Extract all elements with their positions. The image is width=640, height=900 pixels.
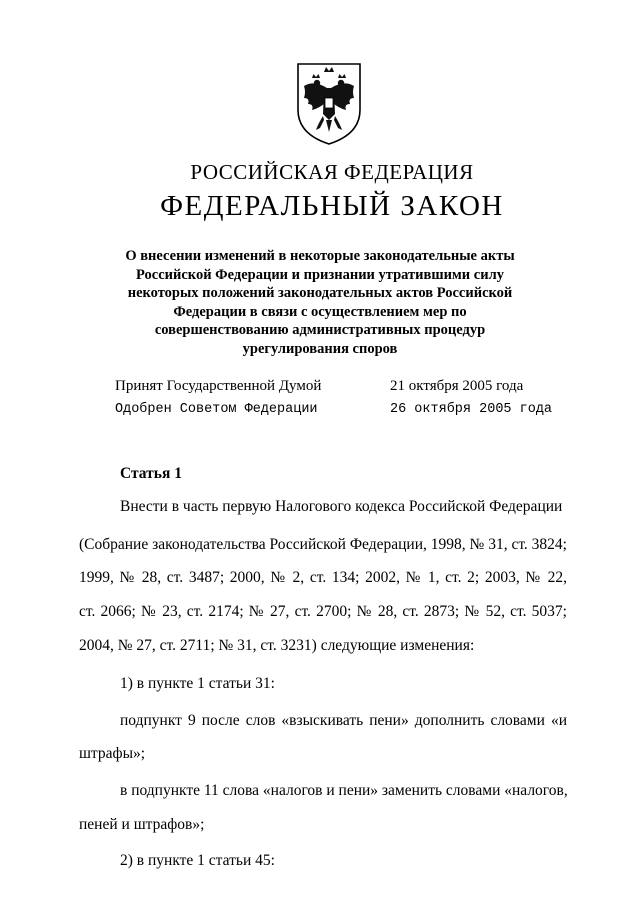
- subject-line: О внесении изменений в некоторые законодательные акты: [125, 248, 515, 264]
- article-paragraph-line: Внести в часть первую Налогового кодекса Российской Федерации: [120, 498, 563, 515]
- article-paragraph-line: штрафы»;: [79, 745, 146, 762]
- article-paragraph-line: 1) в пункте 1 статьи 31:: [120, 675, 275, 692]
- article-paragraph-line: 2) в пункте 1 статьи 45:: [120, 852, 275, 869]
- duma-adoption-label: Принят Государственной Думой: [115, 378, 322, 394]
- law-subject: [100, 247, 540, 358]
- subject-line: совершенствованию административных процедур: [154, 322, 486, 338]
- double-headed-eagle-icon: [290, 58, 368, 146]
- article-title: Статья 1: [120, 465, 182, 482]
- article-paragraph-line: подпункт 9 после слов «взыскивать пени» дополнить словами «и: [120, 712, 567, 729]
- article-paragraph-line: ст. 2066; № 23, ст. 2174; № 27, ст. 2700; № 28, ст. 2873; № 52, ст. 5037;: [79, 603, 567, 620]
- document-type-heading: ФЕДЕРАЛЬНЫЙ ЗАКОН: [160, 190, 504, 222]
- subject-line: Российской Федерации и признании утратившими силу: [136, 266, 504, 283]
- subject-line: урегулирования споров: [242, 340, 398, 357]
- article-paragraph-line: 2004, № 27, ст. 2711; № 31, ст. 3231) следующие изменения:: [79, 637, 475, 654]
- subject-line: Федерации в связи с осуществлением мер по: [173, 303, 467, 320]
- coat-of-arms: [290, 58, 368, 146]
- article-paragraph-line: 1999, № 28, ст. 3487; 2000, № 2, ст. 134; 2002, № 1, ст. 2; 2003, № 22,: [79, 569, 567, 586]
- council-approval-date: 26 октября 2005 года: [390, 402, 553, 417]
- duma-adoption-date: 21 октября 2005 года: [390, 378, 524, 394]
- article-paragraph-line: пеней и штрафов»;: [79, 816, 205, 833]
- article-paragraph-line: в подпункте 11 слова «налогов и пени» заменить словами «налогов,: [120, 782, 568, 799]
- article-paragraph-line: (Собрание законодательства Российской Федерации, 1998, № 31, ст. 3824;: [79, 536, 567, 553]
- subject-line: некоторых положений законодательных актов Российской: [127, 285, 513, 301]
- country-heading: РОССИЙСКАЯ ФЕДЕРАЦИЯ: [190, 160, 474, 184]
- council-approval-label: Одобрен Советом Федерации: [115, 402, 318, 417]
